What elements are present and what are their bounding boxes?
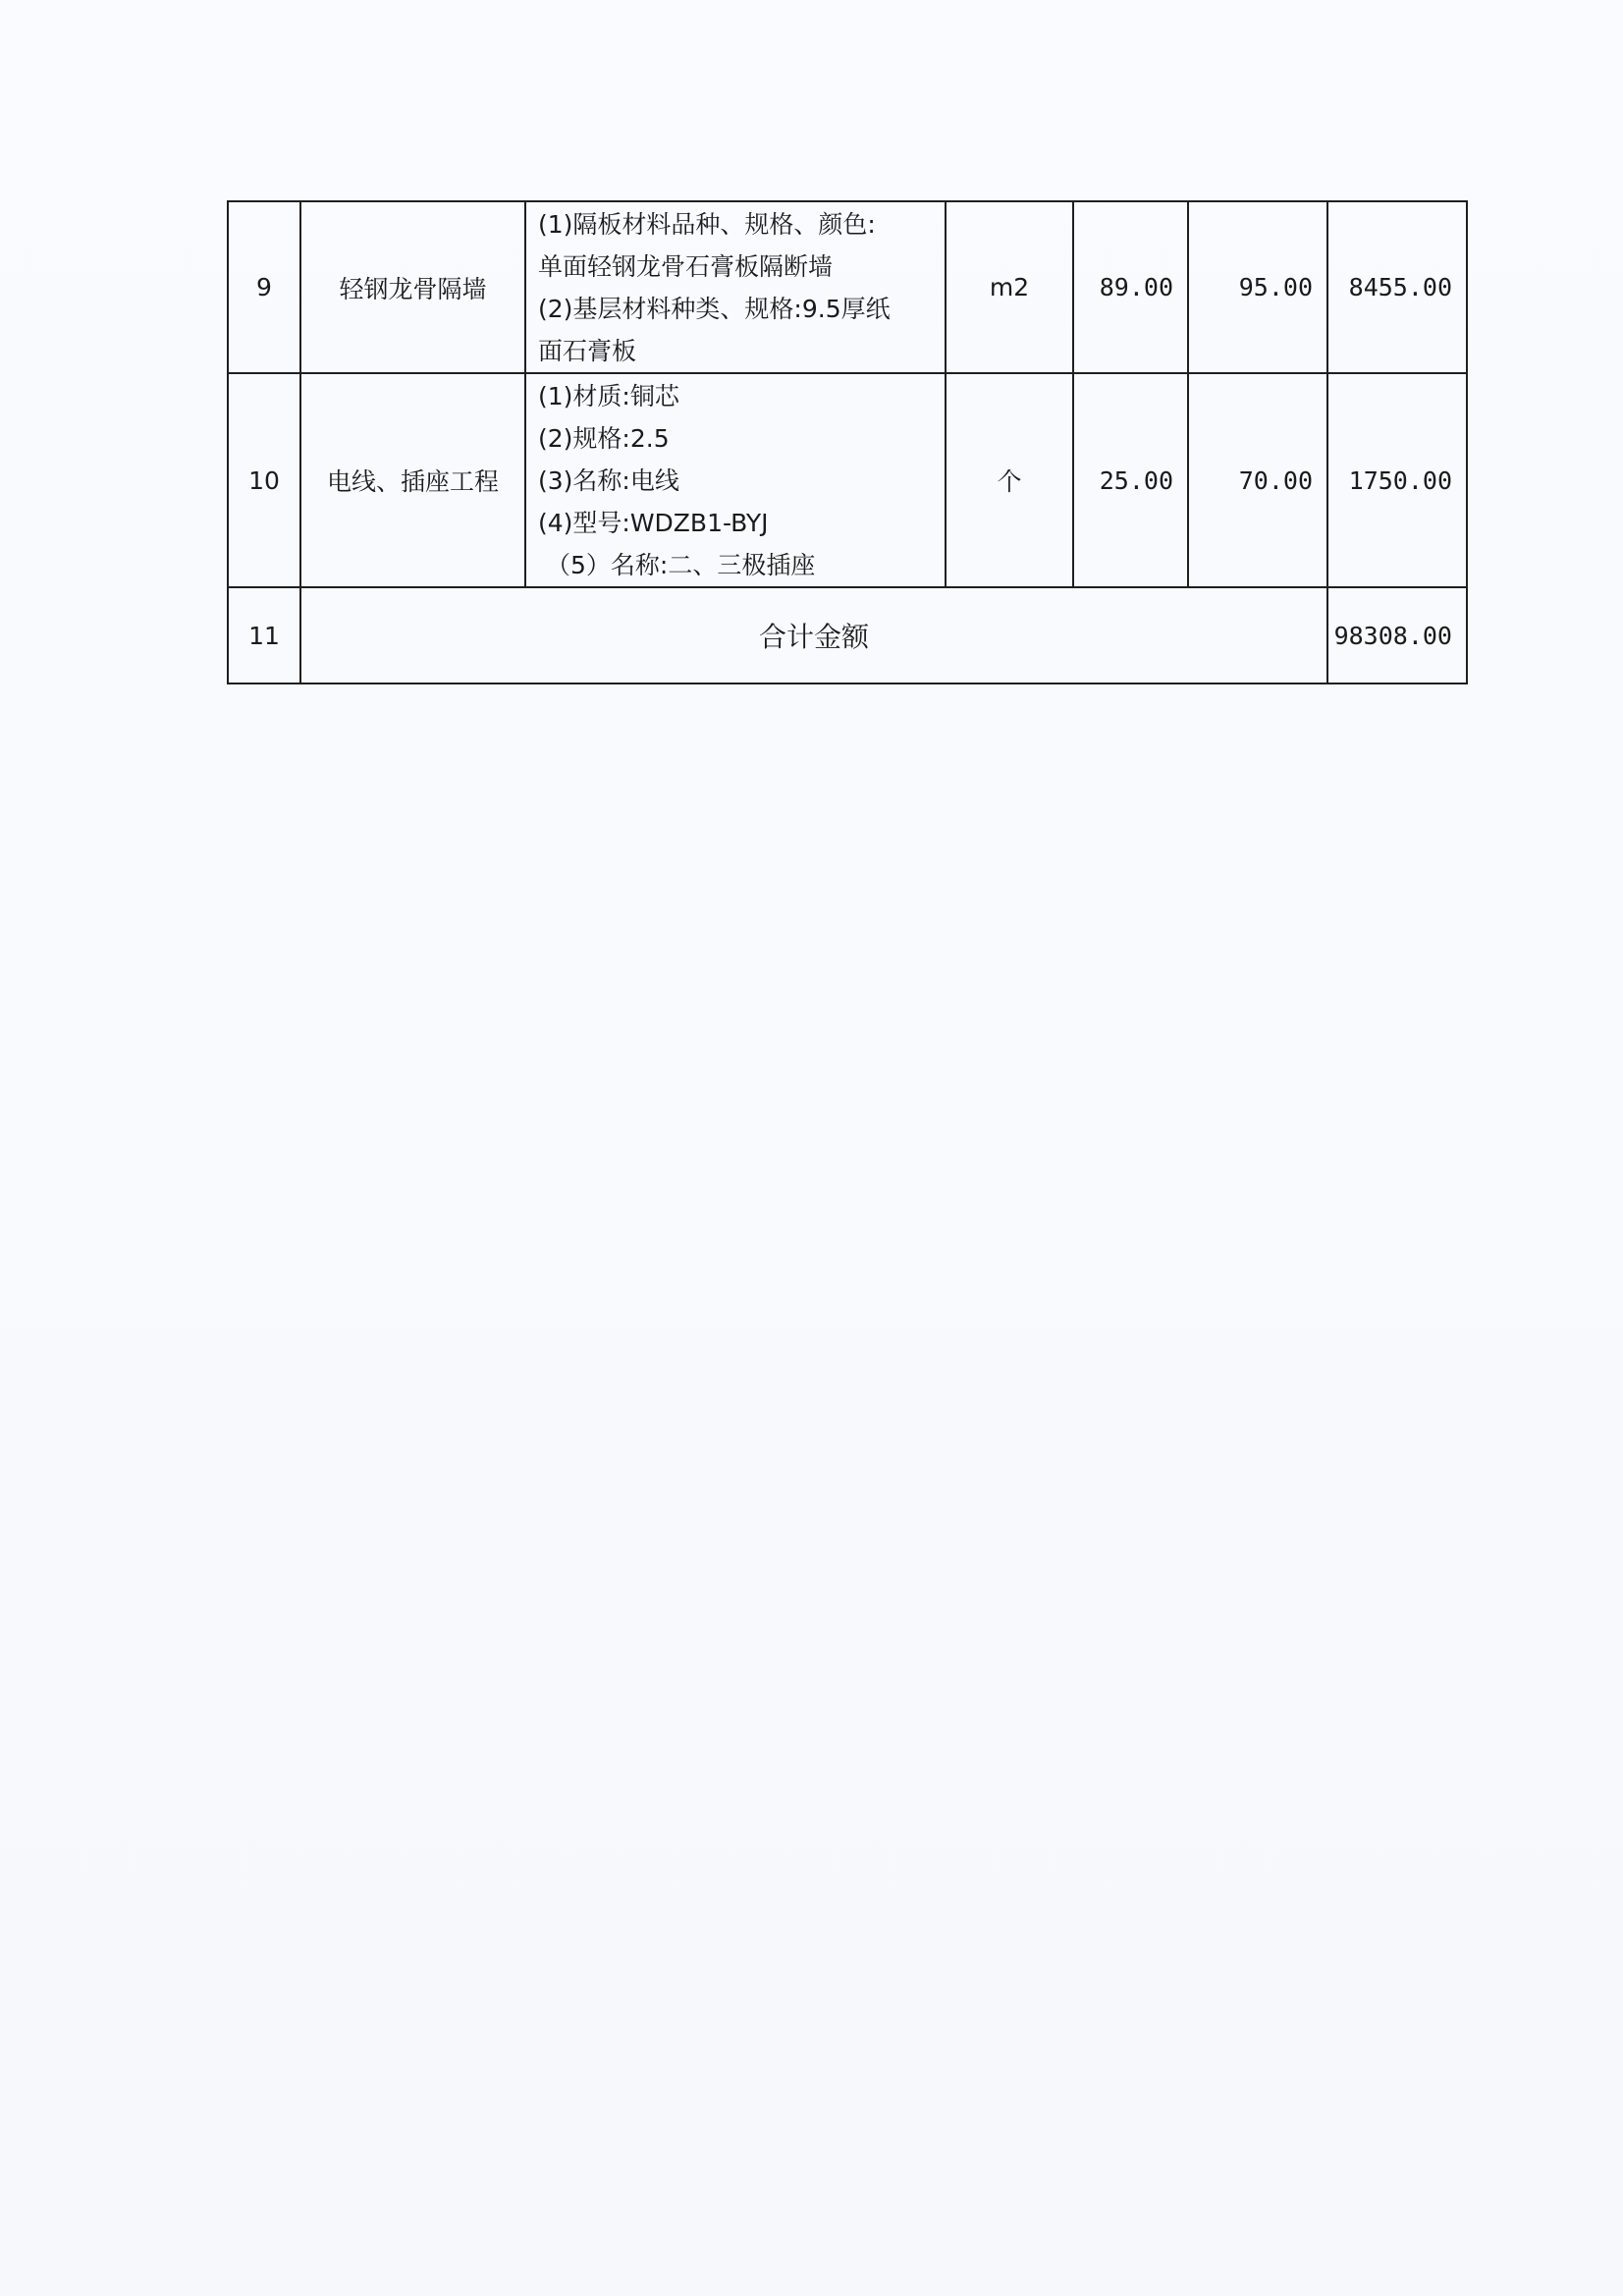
total-amount: 98308.00 <box>1327 587 1467 683</box>
item-unit-price: 70.00 <box>1188 373 1327 587</box>
description-line: (1)材质:铜芯 <box>538 381 679 410</box>
description-line: (1)隔板材料品种、规格、颜色: <box>538 209 876 239</box>
total-label: 合计金额 <box>300 587 1327 683</box>
description-line: 单面轻钢龙骨石膏板隔断墙 <box>538 251 834 281</box>
item-unit: 个 <box>946 373 1073 587</box>
bill-of-quantities-table <box>227 200 1468 684</box>
item-number: 9 <box>228 201 300 373</box>
item-amount: 1750.00 <box>1327 373 1467 587</box>
description-line: 面石膏板 <box>538 336 637 365</box>
table-row <box>228 201 1467 373</box>
item-number: 10 <box>228 373 300 587</box>
item-unit-price: 95.00 <box>1188 201 1327 373</box>
description-line: (2)基层材料种类、规格:9.5厚纸 <box>538 294 891 323</box>
item-amount: 8455.00 <box>1327 201 1467 373</box>
item-quantity: 25.00 <box>1073 373 1188 587</box>
item-quantity: 89.00 <box>1073 201 1188 373</box>
description-line: (4)型号:WDZB1-BYJ <box>538 508 769 537</box>
item-unit: m2 <box>946 201 1073 373</box>
description-line: (3)名称:电线 <box>538 465 679 495</box>
table-row <box>228 373 1467 587</box>
description-line: （5）名称:二、三极插座 <box>546 550 816 579</box>
item-name: 电线、插座工程 <box>300 373 525 587</box>
item-description <box>525 201 946 373</box>
item-name: 轻钢龙骨隔墙 <box>300 201 525 373</box>
total-row <box>228 587 1467 683</box>
total-row-number: 11 <box>228 587 300 683</box>
description-line: (2)规格:2.5 <box>538 423 670 453</box>
item-description <box>525 373 946 587</box>
